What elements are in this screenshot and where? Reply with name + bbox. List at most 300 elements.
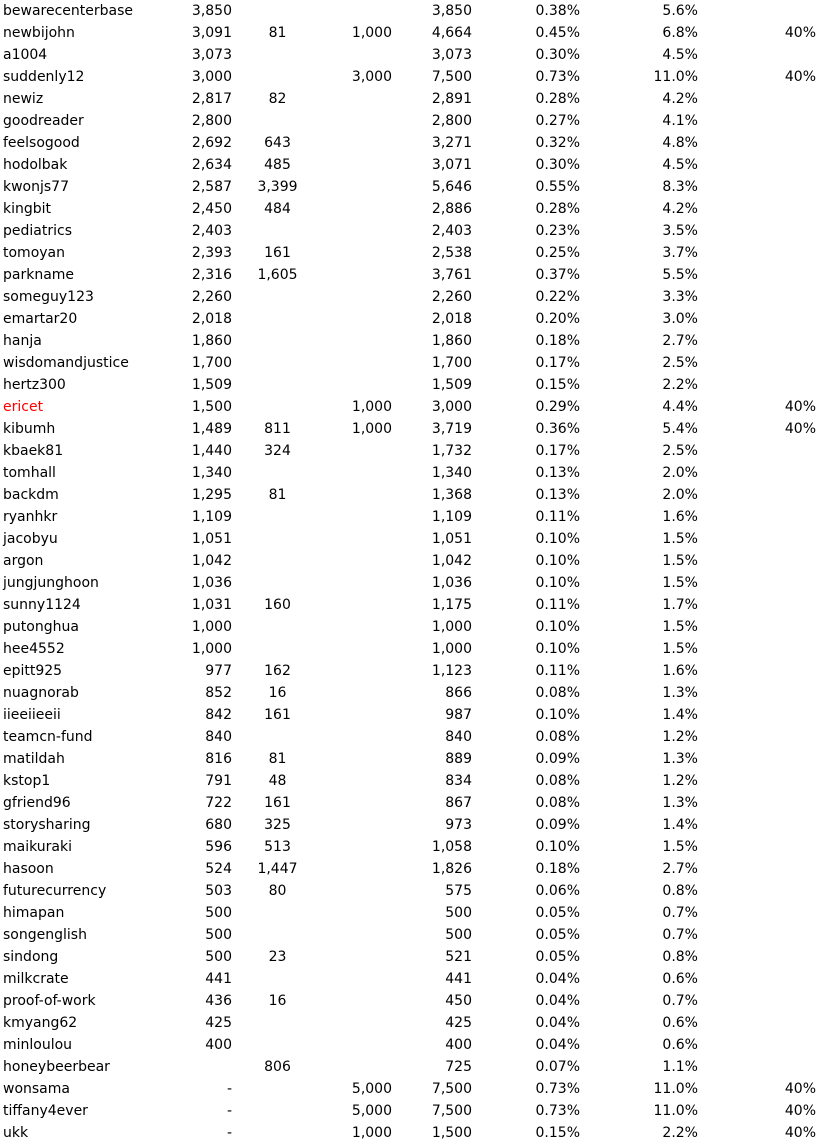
- cell-col-c[interactable]: [330, 968, 392, 990]
- cell-col-a[interactable]: 2,634: [191, 157, 232, 173]
- cell-col-c[interactable]: [330, 110, 392, 132]
- cell-col-e[interactable]: 0.18%: [535, 861, 580, 877]
- cell-account[interactable]: kwonjs77: [3, 179, 69, 195]
- cell-col-f[interactable]: 1.4%: [662, 817, 698, 833]
- table-row[interactable]: [0, 440, 818, 462]
- cell-col-c[interactable]: [330, 682, 392, 704]
- cell-account[interactable]: tomhall: [3, 465, 56, 481]
- cell-col-f[interactable]: 0.6%: [662, 1037, 698, 1053]
- cell-col-b[interactable]: 161: [264, 795, 291, 811]
- cell-col-e[interactable]: 0.10%: [535, 553, 580, 569]
- cell-col-a[interactable]: 2,800: [191, 113, 232, 129]
- cell-col-a[interactable]: 977: [205, 663, 232, 679]
- cell-col-b[interactable]: [250, 330, 305, 352]
- cell-account[interactable]: tomoyan: [3, 245, 65, 261]
- cell-account[interactable]: hodolbak: [3, 157, 68, 173]
- cell-col-d[interactable]: 1,036: [431, 575, 472, 591]
- table-row[interactable]: [0, 462, 818, 484]
- cell-col-g[interactable]: [740, 1012, 816, 1034]
- cell-col-g[interactable]: [740, 330, 816, 352]
- cell-account[interactable]: tiffany4ever: [3, 1103, 88, 1119]
- cell-col-c[interactable]: [330, 198, 392, 220]
- cell-col-f[interactable]: 2.0%: [662, 487, 698, 503]
- cell-col-b[interactable]: 643: [264, 135, 291, 151]
- cell-col-b[interactable]: [250, 902, 305, 924]
- cell-col-d[interactable]: 2,800: [431, 113, 472, 129]
- table-row[interactable]: [0, 220, 818, 242]
- table-row[interactable]: [0, 506, 818, 528]
- cell-col-b[interactable]: [250, 1034, 305, 1056]
- cell-col-e[interactable]: 0.17%: [535, 443, 580, 459]
- cell-col-a[interactable]: 791: [205, 773, 232, 789]
- cell-col-c[interactable]: [330, 528, 392, 550]
- cell-col-b[interactable]: [250, 462, 305, 484]
- cell-account[interactable]: maikuraki: [3, 839, 72, 855]
- cell-col-b[interactable]: [250, 396, 305, 418]
- cell-col-f[interactable]: 0.7%: [662, 927, 698, 943]
- table-row[interactable]: [0, 748, 818, 770]
- cell-col-a[interactable]: 400: [205, 1037, 232, 1053]
- cell-col-f[interactable]: 4.1%: [662, 113, 698, 129]
- cell-col-b[interactable]: [250, 110, 305, 132]
- cell-col-g[interactable]: 40%: [784, 1081, 816, 1097]
- cell-col-b[interactable]: [250, 506, 305, 528]
- cell-col-g[interactable]: 40%: [784, 1125, 816, 1141]
- cell-col-d[interactable]: 3,761: [431, 267, 472, 283]
- cell-account[interactable]: gfriend96: [3, 795, 71, 811]
- table-row[interactable]: [0, 330, 818, 352]
- table-row[interactable]: [0, 242, 818, 264]
- cell-col-f[interactable]: 1.1%: [662, 1059, 698, 1075]
- table-row[interactable]: [0, 198, 818, 220]
- cell-col-d[interactable]: 450: [445, 993, 472, 1009]
- cell-col-f[interactable]: 2.2%: [662, 1125, 698, 1141]
- cell-col-f[interactable]: 3.3%: [662, 289, 698, 305]
- cell-col-c[interactable]: [330, 946, 392, 968]
- cell-account[interactable]: proof-of-work: [3, 993, 96, 1009]
- cell-col-f[interactable]: 0.7%: [662, 905, 698, 921]
- cell-account[interactable]: hanja: [3, 333, 42, 349]
- cell-col-a[interactable]: 1,036: [191, 575, 232, 591]
- cell-col-c[interactable]: [330, 1034, 392, 1056]
- cell-col-e[interactable]: 0.73%: [535, 1103, 580, 1119]
- cell-col-c[interactable]: [330, 660, 392, 682]
- cell-col-b[interactable]: 1,447: [257, 861, 298, 877]
- cell-col-g[interactable]: [740, 550, 816, 572]
- cell-col-e[interactable]: 0.13%: [535, 487, 580, 503]
- cell-col-c[interactable]: [330, 352, 392, 374]
- cell-col-f[interactable]: 4.5%: [662, 47, 698, 63]
- cell-col-d[interactable]: 4,664: [431, 25, 472, 41]
- cell-col-f[interactable]: 1.3%: [662, 795, 698, 811]
- cell-account[interactable]: kibumh: [3, 421, 56, 437]
- cell-col-g[interactable]: [740, 616, 816, 638]
- cell-col-d[interactable]: 889: [445, 751, 472, 767]
- cell-account[interactable]: storysharing: [3, 817, 91, 833]
- cell-col-a[interactable]: 680: [205, 817, 232, 833]
- cell-col-g[interactable]: [740, 506, 816, 528]
- cell-col-c[interactable]: [330, 374, 392, 396]
- cell-account[interactable]: parkname: [3, 267, 75, 283]
- cell-col-d[interactable]: 866: [445, 685, 472, 701]
- cell-col-g[interactable]: [740, 44, 816, 66]
- cell-account[interactable]: backdm: [3, 487, 59, 503]
- cell-col-c[interactable]: [330, 220, 392, 242]
- cell-col-b[interactable]: 23: [268, 949, 287, 965]
- cell-col-g[interactable]: [740, 572, 816, 594]
- cell-col-e[interactable]: 0.18%: [535, 333, 580, 349]
- cell-col-f[interactable]: 1.2%: [662, 773, 698, 789]
- cell-col-f[interactable]: 3.0%: [662, 311, 698, 327]
- cell-col-a[interactable]: 1,031: [191, 597, 232, 613]
- cell-col-d[interactable]: 500: [445, 905, 472, 921]
- table-row[interactable]: [0, 1056, 818, 1078]
- cell-col-g[interactable]: [740, 792, 816, 814]
- cell-col-g[interactable]: [740, 308, 816, 330]
- cell-col-a[interactable]: 3,073: [191, 47, 232, 63]
- table-row[interactable]: [0, 1012, 818, 1034]
- cell-col-a[interactable]: 436: [205, 993, 232, 1009]
- cell-col-b[interactable]: 324: [264, 443, 291, 459]
- cell-col-d[interactable]: 1,732: [431, 443, 472, 459]
- cell-col-e[interactable]: 0.11%: [535, 663, 580, 679]
- table-row[interactable]: [0, 594, 818, 616]
- cell-account[interactable]: milkcrate: [3, 971, 69, 987]
- table-row[interactable]: [0, 946, 818, 968]
- cell-col-b[interactable]: 80: [268, 883, 287, 899]
- cell-col-b[interactable]: [250, 66, 305, 88]
- cell-col-g[interactable]: [740, 902, 816, 924]
- cell-col-f[interactable]: 1.5%: [662, 641, 698, 657]
- cell-col-a[interactable]: 2,018: [191, 311, 232, 327]
- cell-col-e[interactable]: 0.22%: [535, 289, 580, 305]
- cell-col-e[interactable]: 0.10%: [535, 839, 580, 855]
- cell-col-e[interactable]: 0.04%: [535, 993, 580, 1009]
- cell-col-a[interactable]: 840: [205, 729, 232, 745]
- cell-col-c[interactable]: [330, 506, 392, 528]
- table-row[interactable]: [0, 770, 818, 792]
- cell-col-d[interactable]: 1,826: [431, 861, 472, 877]
- cell-col-g[interactable]: [740, 594, 816, 616]
- table-row[interactable]: [0, 308, 818, 330]
- cell-col-g[interactable]: [740, 242, 816, 264]
- cell-col-d[interactable]: 867: [445, 795, 472, 811]
- cell-col-e[interactable]: 0.45%: [535, 25, 580, 41]
- cell-col-b[interactable]: 16: [268, 685, 287, 701]
- cell-col-e[interactable]: 0.07%: [535, 1059, 580, 1075]
- cell-col-e[interactable]: 0.30%: [535, 47, 580, 63]
- table-row[interactable]: [0, 374, 818, 396]
- cell-col-b[interactable]: 3,399: [257, 179, 298, 195]
- cell-col-f[interactable]: 1.3%: [662, 685, 698, 701]
- cell-col-d[interactable]: 2,891: [431, 91, 472, 107]
- cell-account[interactable]: kbaek81: [3, 443, 64, 459]
- table-row[interactable]: [0, 572, 818, 594]
- cell-account[interactable]: kmyang62: [3, 1015, 78, 1031]
- cell-col-b[interactable]: [250, 528, 305, 550]
- cell-col-b[interactable]: 325: [264, 817, 291, 833]
- cell-account[interactable]: goodreader: [3, 113, 84, 129]
- cell-account[interactable]: emartar20: [3, 311, 78, 327]
- cell-col-c[interactable]: [330, 990, 392, 1012]
- table-row[interactable]: [0, 792, 818, 814]
- cell-col-b[interactable]: [250, 220, 305, 242]
- cell-col-d[interactable]: 987: [445, 707, 472, 723]
- cell-account[interactable]: pediatrics: [3, 223, 72, 239]
- table-row[interactable]: [0, 1078, 818, 1100]
- cell-col-a[interactable]: 2,393: [191, 245, 232, 261]
- cell-col-c[interactable]: [330, 242, 392, 264]
- cell-col-a[interactable]: 1,860: [191, 333, 232, 349]
- cell-col-b[interactable]: [250, 308, 305, 330]
- table-row[interactable]: [0, 638, 818, 660]
- cell-col-f[interactable]: 5.5%: [662, 267, 698, 283]
- cell-col-f[interactable]: 2.7%: [662, 333, 698, 349]
- cell-col-e[interactable]: 0.20%: [535, 311, 580, 327]
- cell-col-b[interactable]: [250, 550, 305, 572]
- cell-col-d[interactable]: 1,051: [431, 531, 472, 547]
- cell-col-f[interactable]: 0.8%: [662, 883, 698, 899]
- cell-col-d[interactable]: 7,500: [431, 1103, 472, 1119]
- cell-col-e[interactable]: 0.28%: [535, 201, 580, 217]
- cell-col-b[interactable]: 811: [264, 421, 291, 437]
- cell-col-e[interactable]: 0.05%: [535, 905, 580, 921]
- cell-col-c[interactable]: [330, 858, 392, 880]
- table-row[interactable]: [0, 88, 818, 110]
- cell-col-b[interactable]: [250, 352, 305, 374]
- cell-account[interactable]: suddenly12: [3, 69, 85, 85]
- cell-col-c[interactable]: [330, 836, 392, 858]
- cell-col-c[interactable]: [330, 484, 392, 506]
- cell-col-a[interactable]: 425: [205, 1015, 232, 1031]
- cell-col-d[interactable]: 1,860: [431, 333, 472, 349]
- cell-col-c[interactable]: 1,000: [351, 399, 392, 415]
- cell-col-f[interactable]: 4.2%: [662, 91, 698, 107]
- cell-col-a[interactable]: 1,109: [191, 509, 232, 525]
- cell-account[interactable]: epitt925: [3, 663, 63, 679]
- cell-col-e[interactable]: 0.28%: [535, 91, 580, 107]
- cell-col-d[interactable]: 3,073: [431, 47, 472, 63]
- cell-account[interactable]: kstop1: [3, 773, 51, 789]
- table-row[interactable]: [0, 418, 818, 440]
- cell-col-b[interactable]: 82: [268, 91, 287, 107]
- cell-col-b[interactable]: [250, 0, 305, 22]
- cell-account[interactable]: ericet: [3, 399, 44, 415]
- cell-col-f[interactable]: 2.2%: [662, 377, 698, 393]
- cell-col-c[interactable]: [330, 638, 392, 660]
- cell-col-b[interactable]: [250, 286, 305, 308]
- table-row[interactable]: [0, 22, 818, 44]
- cell-col-g[interactable]: [740, 880, 816, 902]
- cell-col-c[interactable]: [330, 308, 392, 330]
- cell-col-d[interactable]: 7,500: [431, 1081, 472, 1097]
- cell-col-c[interactable]: 5,000: [351, 1081, 392, 1097]
- cell-account[interactable]: songenglish: [3, 927, 87, 943]
- cell-col-g[interactable]: [740, 858, 816, 880]
- cell-col-d[interactable]: 725: [445, 1059, 472, 1075]
- table-row[interactable]: [0, 154, 818, 176]
- cell-col-g[interactable]: [740, 176, 816, 198]
- cell-col-f[interactable]: 6.8%: [662, 25, 698, 41]
- cell-col-f[interactable]: 0.6%: [662, 1015, 698, 1031]
- cell-col-b[interactable]: [250, 1012, 305, 1034]
- cell-col-d[interactable]: 2,018: [431, 311, 472, 327]
- cell-col-a[interactable]: 1,489: [191, 421, 232, 437]
- cell-col-d[interactable]: 2,403: [431, 223, 472, 239]
- cell-col-e[interactable]: 0.11%: [535, 509, 580, 525]
- cell-col-b[interactable]: [250, 726, 305, 748]
- cell-col-e[interactable]: 0.05%: [535, 927, 580, 943]
- cell-account[interactable]: wisdomandjustice: [3, 355, 129, 371]
- table-row[interactable]: [0, 286, 818, 308]
- cell-col-b[interactable]: [250, 374, 305, 396]
- cell-col-g[interactable]: [740, 374, 816, 396]
- cell-col-a[interactable]: 3,000: [191, 69, 232, 85]
- cell-col-g[interactable]: [740, 0, 816, 22]
- table-row[interactable]: [0, 132, 818, 154]
- cell-col-e[interactable]: 0.36%: [535, 421, 580, 437]
- cell-col-e[interactable]: 0.04%: [535, 1037, 580, 1053]
- table-row[interactable]: [0, 528, 818, 550]
- cell-col-a[interactable]: 1,340: [191, 465, 232, 481]
- cell-account[interactable]: ukk: [3, 1125, 29, 1141]
- cell-account[interactable]: newbijohn: [3, 25, 75, 41]
- cell-col-c[interactable]: [330, 132, 392, 154]
- cell-col-b[interactable]: [250, 1078, 305, 1100]
- cell-col-g[interactable]: [740, 110, 816, 132]
- cell-col-b[interactable]: 162: [264, 663, 291, 679]
- cell-col-d[interactable]: 1,700: [431, 355, 472, 371]
- cell-col-f[interactable]: 5.6%: [662, 3, 698, 19]
- cell-col-a[interactable]: 441: [205, 971, 232, 987]
- cell-col-f[interactable]: 0.8%: [662, 949, 698, 965]
- cell-col-b[interactable]: 484: [264, 201, 291, 217]
- cell-col-e[interactable]: 0.11%: [535, 597, 580, 613]
- cell-col-d[interactable]: 1,500: [431, 1125, 472, 1141]
- cell-col-a[interactable]: 500: [205, 949, 232, 965]
- cell-col-c[interactable]: [330, 286, 392, 308]
- cell-col-g[interactable]: [740, 264, 816, 286]
- cell-col-d[interactable]: 500: [445, 927, 472, 943]
- cell-col-a[interactable]: 2,260: [191, 289, 232, 305]
- cell-col-e[interactable]: 0.09%: [535, 751, 580, 767]
- cell-col-g[interactable]: [740, 638, 816, 660]
- cell-col-c[interactable]: [330, 902, 392, 924]
- cell-col-d[interactable]: 1,175: [431, 597, 472, 613]
- cell-col-f[interactable]: 1.5%: [662, 553, 698, 569]
- cell-col-d[interactable]: 3,000: [431, 399, 472, 415]
- cell-col-b[interactable]: 16: [268, 993, 287, 1009]
- table-row[interactable]: [0, 616, 818, 638]
- cell-col-e[interactable]: 0.04%: [535, 1015, 580, 1031]
- cell-col-d[interactable]: 973: [445, 817, 472, 833]
- cell-col-b[interactable]: 81: [268, 487, 287, 503]
- cell-col-e[interactable]: 0.32%: [535, 135, 580, 151]
- cell-col-c[interactable]: [330, 1012, 392, 1034]
- cell-col-a[interactable]: 2,450: [191, 201, 232, 217]
- table-row[interactable]: [0, 352, 818, 374]
- cell-col-g[interactable]: 40%: [784, 1103, 816, 1119]
- cell-col-e[interactable]: 0.29%: [535, 399, 580, 415]
- cell-col-d[interactable]: 2,260: [431, 289, 472, 305]
- table-row[interactable]: [0, 264, 818, 286]
- cell-col-c[interactable]: [330, 176, 392, 198]
- cell-col-f[interactable]: 1.6%: [662, 663, 698, 679]
- cell-col-g[interactable]: [740, 220, 816, 242]
- cell-col-f[interactable]: 2.7%: [662, 861, 698, 877]
- cell-col-c[interactable]: [330, 572, 392, 594]
- cell-col-e[interactable]: 0.55%: [535, 179, 580, 195]
- cell-col-f[interactable]: 11.0%: [653, 1081, 698, 1097]
- cell-col-b[interactable]: [250, 1122, 305, 1144]
- cell-col-g[interactable]: [740, 968, 816, 990]
- cell-col-f[interactable]: 4.2%: [662, 201, 698, 217]
- cell-account[interactable]: argon: [3, 553, 44, 569]
- cell-col-a[interactable]: 852: [205, 685, 232, 701]
- table-row[interactable]: [0, 484, 818, 506]
- cell-col-c[interactable]: [330, 154, 392, 176]
- cell-account[interactable]: nuagnorab: [3, 685, 79, 701]
- cell-col-f[interactable]: 11.0%: [653, 1103, 698, 1119]
- cell-col-g[interactable]: [740, 704, 816, 726]
- cell-col-g[interactable]: [740, 814, 816, 836]
- cell-col-c[interactable]: [330, 440, 392, 462]
- cell-col-d[interactable]: 5,646: [431, 179, 472, 195]
- cell-col-a[interactable]: 2,403: [191, 223, 232, 239]
- table-row[interactable]: [0, 110, 818, 132]
- cell-account[interactable]: futurecurrency: [3, 883, 107, 899]
- cell-col-g[interactable]: [740, 682, 816, 704]
- cell-col-g[interactable]: [740, 154, 816, 176]
- cell-col-b[interactable]: [250, 968, 305, 990]
- cell-col-e[interactable]: 0.08%: [535, 685, 580, 701]
- cell-col-f[interactable]: 1.5%: [662, 531, 698, 547]
- cell-col-g[interactable]: [740, 286, 816, 308]
- cell-account[interactable]: matildah: [3, 751, 65, 767]
- cell-col-e[interactable]: 0.10%: [535, 619, 580, 635]
- cell-col-b[interactable]: [250, 638, 305, 660]
- cell-col-d[interactable]: 2,886: [431, 201, 472, 217]
- cell-col-d[interactable]: 3,719: [431, 421, 472, 437]
- cell-col-c[interactable]: [330, 924, 392, 946]
- cell-col-b[interactable]: 161: [264, 707, 291, 723]
- cell-col-f[interactable]: 1.4%: [662, 707, 698, 723]
- cell-account[interactable]: honeybeerbear: [3, 1059, 110, 1075]
- cell-col-g[interactable]: [740, 1034, 816, 1056]
- table-row[interactable]: [0, 1034, 818, 1056]
- cell-col-g[interactable]: 40%: [784, 399, 816, 415]
- cell-col-c[interactable]: [330, 880, 392, 902]
- cell-col-c[interactable]: [330, 704, 392, 726]
- cell-col-e[interactable]: 0.15%: [535, 377, 580, 393]
- cell-col-e[interactable]: 0.06%: [535, 883, 580, 899]
- cell-col-a[interactable]: 1,000: [191, 619, 232, 635]
- table-row[interactable]: [0, 704, 818, 726]
- cell-account[interactable]: kingbit: [3, 201, 52, 217]
- cell-account[interactable]: someguy123: [3, 289, 94, 305]
- cell-account[interactable]: putonghua: [3, 619, 79, 635]
- cell-col-a[interactable]: 1,042: [191, 553, 232, 569]
- cell-account[interactable]: newiz: [3, 91, 44, 107]
- cell-col-e[interactable]: 0.37%: [535, 267, 580, 283]
- cell-col-g[interactable]: [740, 352, 816, 374]
- cell-col-c[interactable]: 1,000: [351, 1125, 392, 1141]
- cell-col-f[interactable]: 1.6%: [662, 509, 698, 525]
- cell-col-e[interactable]: 0.04%: [535, 971, 580, 987]
- cell-col-e[interactable]: 0.38%: [535, 3, 580, 19]
- cell-col-c[interactable]: [330, 792, 392, 814]
- cell-col-g[interactable]: [740, 462, 816, 484]
